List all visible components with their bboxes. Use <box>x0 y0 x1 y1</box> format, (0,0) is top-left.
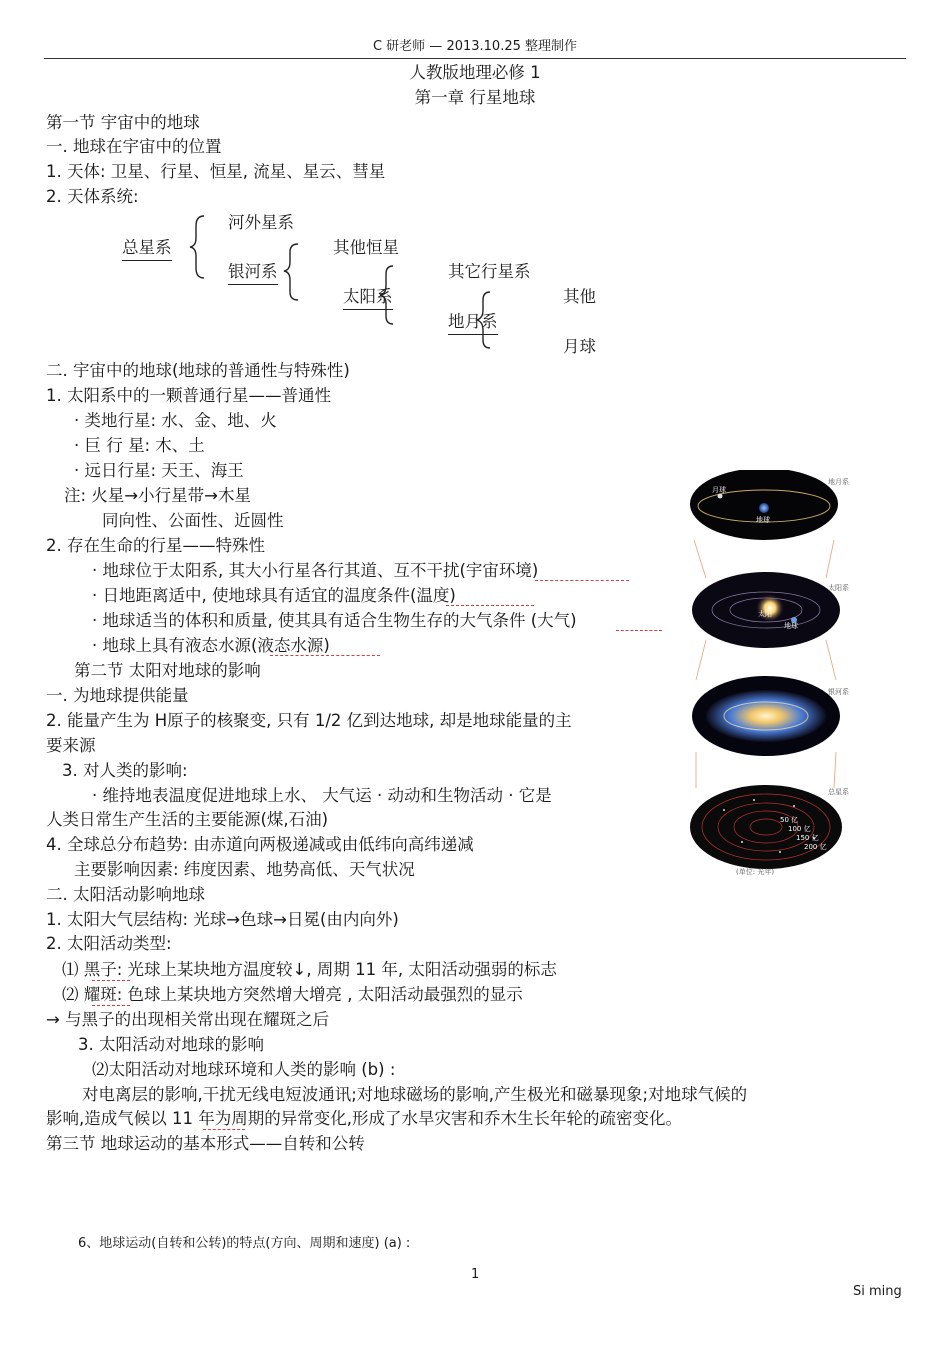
tree-extragalactic: 河外星系 <box>228 213 294 232</box>
svg-text:100 亿: 100 亿 <box>788 825 811 833</box>
section2-a3: 3. 太阳活动对地球的影响 <box>78 1035 264 1054</box>
figure-unit: (单位: 光年) <box>736 868 775 876</box>
section2-item4b: 主要影响因素: 纬度因素、地势高低、天气状况 <box>74 860 415 879</box>
tree-milkyway: 银河系 <box>228 261 278 285</box>
label-solar: 太阳系 <box>828 584 849 592</box>
underline-c <box>616 630 662 631</box>
section2-item3b: 人类日常生产生活的主要能源(煤,石油) <box>46 810 329 829</box>
universe-panel <box>690 785 842 869</box>
section1-p2-2b: · 日地距离适中, 使地球具有适宜的温度条件(温度) <box>92 586 456 605</box>
section1-part1: 一. 地球在宇宙中的位置 <box>46 137 222 156</box>
section1-part2: 二. 宇宙中的地球(地球的普通性与特殊性) <box>46 361 350 380</box>
document-title: 人教版地理必修 1 <box>409 63 541 82</box>
section2-a2: 2. 太阳活动类型: <box>46 934 172 953</box>
section2-a1: 1. 太阳大气层结构: 光球→色球→日冕(由内向外) <box>46 910 399 929</box>
footer-author: Si ming <box>853 1284 902 1299</box>
section2-item3: 3. 对人类的影响: <box>62 761 188 780</box>
section1-note1: 注: 火星→小行星带→木星 <box>64 486 251 505</box>
section2-a2-2: ⑵ 耀斑: 色球上某块地方突然增大增亮 , 太阳活动最强烈的显示 <box>62 985 523 1004</box>
section2-item2b: 要来源 <box>46 736 96 755</box>
section2-heading: 第二节 太阳对地球的影响 <box>74 661 261 680</box>
earth-icon <box>759 503 769 513</box>
section2-a3-2: 对电离层的影响,干扰无线电短波通讯;对地球磁场的影响,产生极光和磁暴现象;对地球气候的 <box>82 1085 748 1104</box>
section1-p2-2a: · 地球位于太阳系, 其大小行星各行其道、互不干扰(宇宙环境) <box>92 561 539 580</box>
underline-b <box>446 605 534 606</box>
section2-a3-3: 影响,造成气候以 11 年为周期的异常变化,形成了水旱灾害和乔木生长年轮的疏密变化。 <box>46 1109 682 1128</box>
celestial-systems-figure <box>684 470 872 880</box>
tree-other-stars: 其他恒星 <box>333 238 399 257</box>
section2-part2: 二. 太阳活动影响地球 <box>46 885 205 904</box>
tree-earth-moon: 地月系 <box>448 311 498 335</box>
section1-note2: 同向性、公面性、近圆性 <box>102 511 284 530</box>
tree-other-planet-systems: 其它行星系 <box>448 262 531 281</box>
underline-11yr <box>203 1129 245 1130</box>
underline-d <box>270 655 380 656</box>
chapter-title: 第一章 行星地球 <box>414 88 536 107</box>
section2-item4: 4. 全球总分布趋势: 由赤道向两极递减或由低纬向高纬递减 <box>46 835 474 854</box>
brace-earth-moon <box>477 292 490 348</box>
brace-root <box>190 216 204 278</box>
tree-root: 总星系 <box>122 237 172 261</box>
section2-item2a: 2. 能量产生为 H原子的核聚变, 只有 1/2 亿到达地球, 却是地球能量的主 <box>46 711 572 730</box>
label-galaxy: 银河系 <box>828 688 849 696</box>
label-universe: 总星系 <box>828 788 849 796</box>
underline-flare <box>92 1005 130 1006</box>
svg-text:200 亿: 200 亿 <box>804 843 827 851</box>
section1-p2-2d: · 地球上具有液态水源(液态水源) <box>92 636 330 655</box>
section2-a3-1: ⑵太阳活动对地球环境和人类的影响 (b) : <box>92 1060 396 1079</box>
section1-p2-1c: · 远日行星: 天王、海王 <box>74 461 244 480</box>
section1-heading: 第一节 宇宙中的地球 <box>46 113 200 132</box>
section2-a2-3: → 与黑子的出现相关常出现在耀斑之后 <box>46 1010 330 1029</box>
svg-text:地球: 地球 <box>756 516 770 524</box>
underline-sunspot <box>92 980 130 981</box>
page-number: 1 <box>471 1267 480 1282</box>
brace-milkyway <box>284 244 298 300</box>
section1-p2-2c: · 地球适当的体积和质量, 使其具有适合生物生存的大气条件 (大气) <box>92 611 577 630</box>
svg-text:太阳: 太阳 <box>758 610 772 618</box>
header-credit: C 研老师 — 2013.10.25 整理制作 <box>372 39 578 54</box>
label-earthmoon: 地月系 <box>828 478 849 486</box>
svg-text:150 亿: 150 亿 <box>796 834 819 842</box>
section1-p2-1a: · 类地行星: 水、金、地、火 <box>74 411 277 430</box>
section1-item1: 1. 天体: 卫星、行星、恒星, 流星、星云、彗星 <box>46 162 386 181</box>
underline-a <box>535 580 629 581</box>
tree-other: 其他 <box>563 287 596 306</box>
section3-item6: 6、地球运动(自转和公转)的特点(方向、周期和速度) (a) : <box>78 1236 411 1251</box>
moon-icon <box>718 494 723 499</box>
section1-item2: 2. 天体系统: <box>46 187 139 206</box>
svg-text:50 亿: 50 亿 <box>780 816 799 824</box>
section2-a2-1: ⑴ 黑子: 光球上某块地方温度较↓, 周期 11 年, 太阳活动强弱的标志 <box>62 960 557 979</box>
earth-moon-panel <box>690 470 838 540</box>
section2-item3a: · 维持地表温度促进地球上水、 大气运 · 动动和生物活动 · 它是 <box>92 786 552 805</box>
section1-p2-2: 2. 存在生命的行星——特殊性 <box>46 536 265 555</box>
galaxy-panel <box>692 676 840 756</box>
svg-text:地球: 地球 <box>784 622 798 630</box>
brace-solar <box>380 266 393 324</box>
svg-text:月球: 月球 <box>712 486 726 494</box>
section1-p2-1b: · 巨 行 星: 木、土 <box>74 436 205 455</box>
section1-p2-1: 1. 太阳系中的一颗普通行星——普通性 <box>46 386 331 405</box>
tree-moon: 月球 <box>563 337 596 356</box>
section2-part1: 一. 为地球提供能量 <box>46 686 189 705</box>
section3-heading: 第三节 地球运动的基本形式——自转和公转 <box>46 1134 365 1153</box>
solar-panel <box>692 572 840 648</box>
tree-braces <box>0 0 950 360</box>
tree-solar: 太阳系 <box>343 286 393 310</box>
